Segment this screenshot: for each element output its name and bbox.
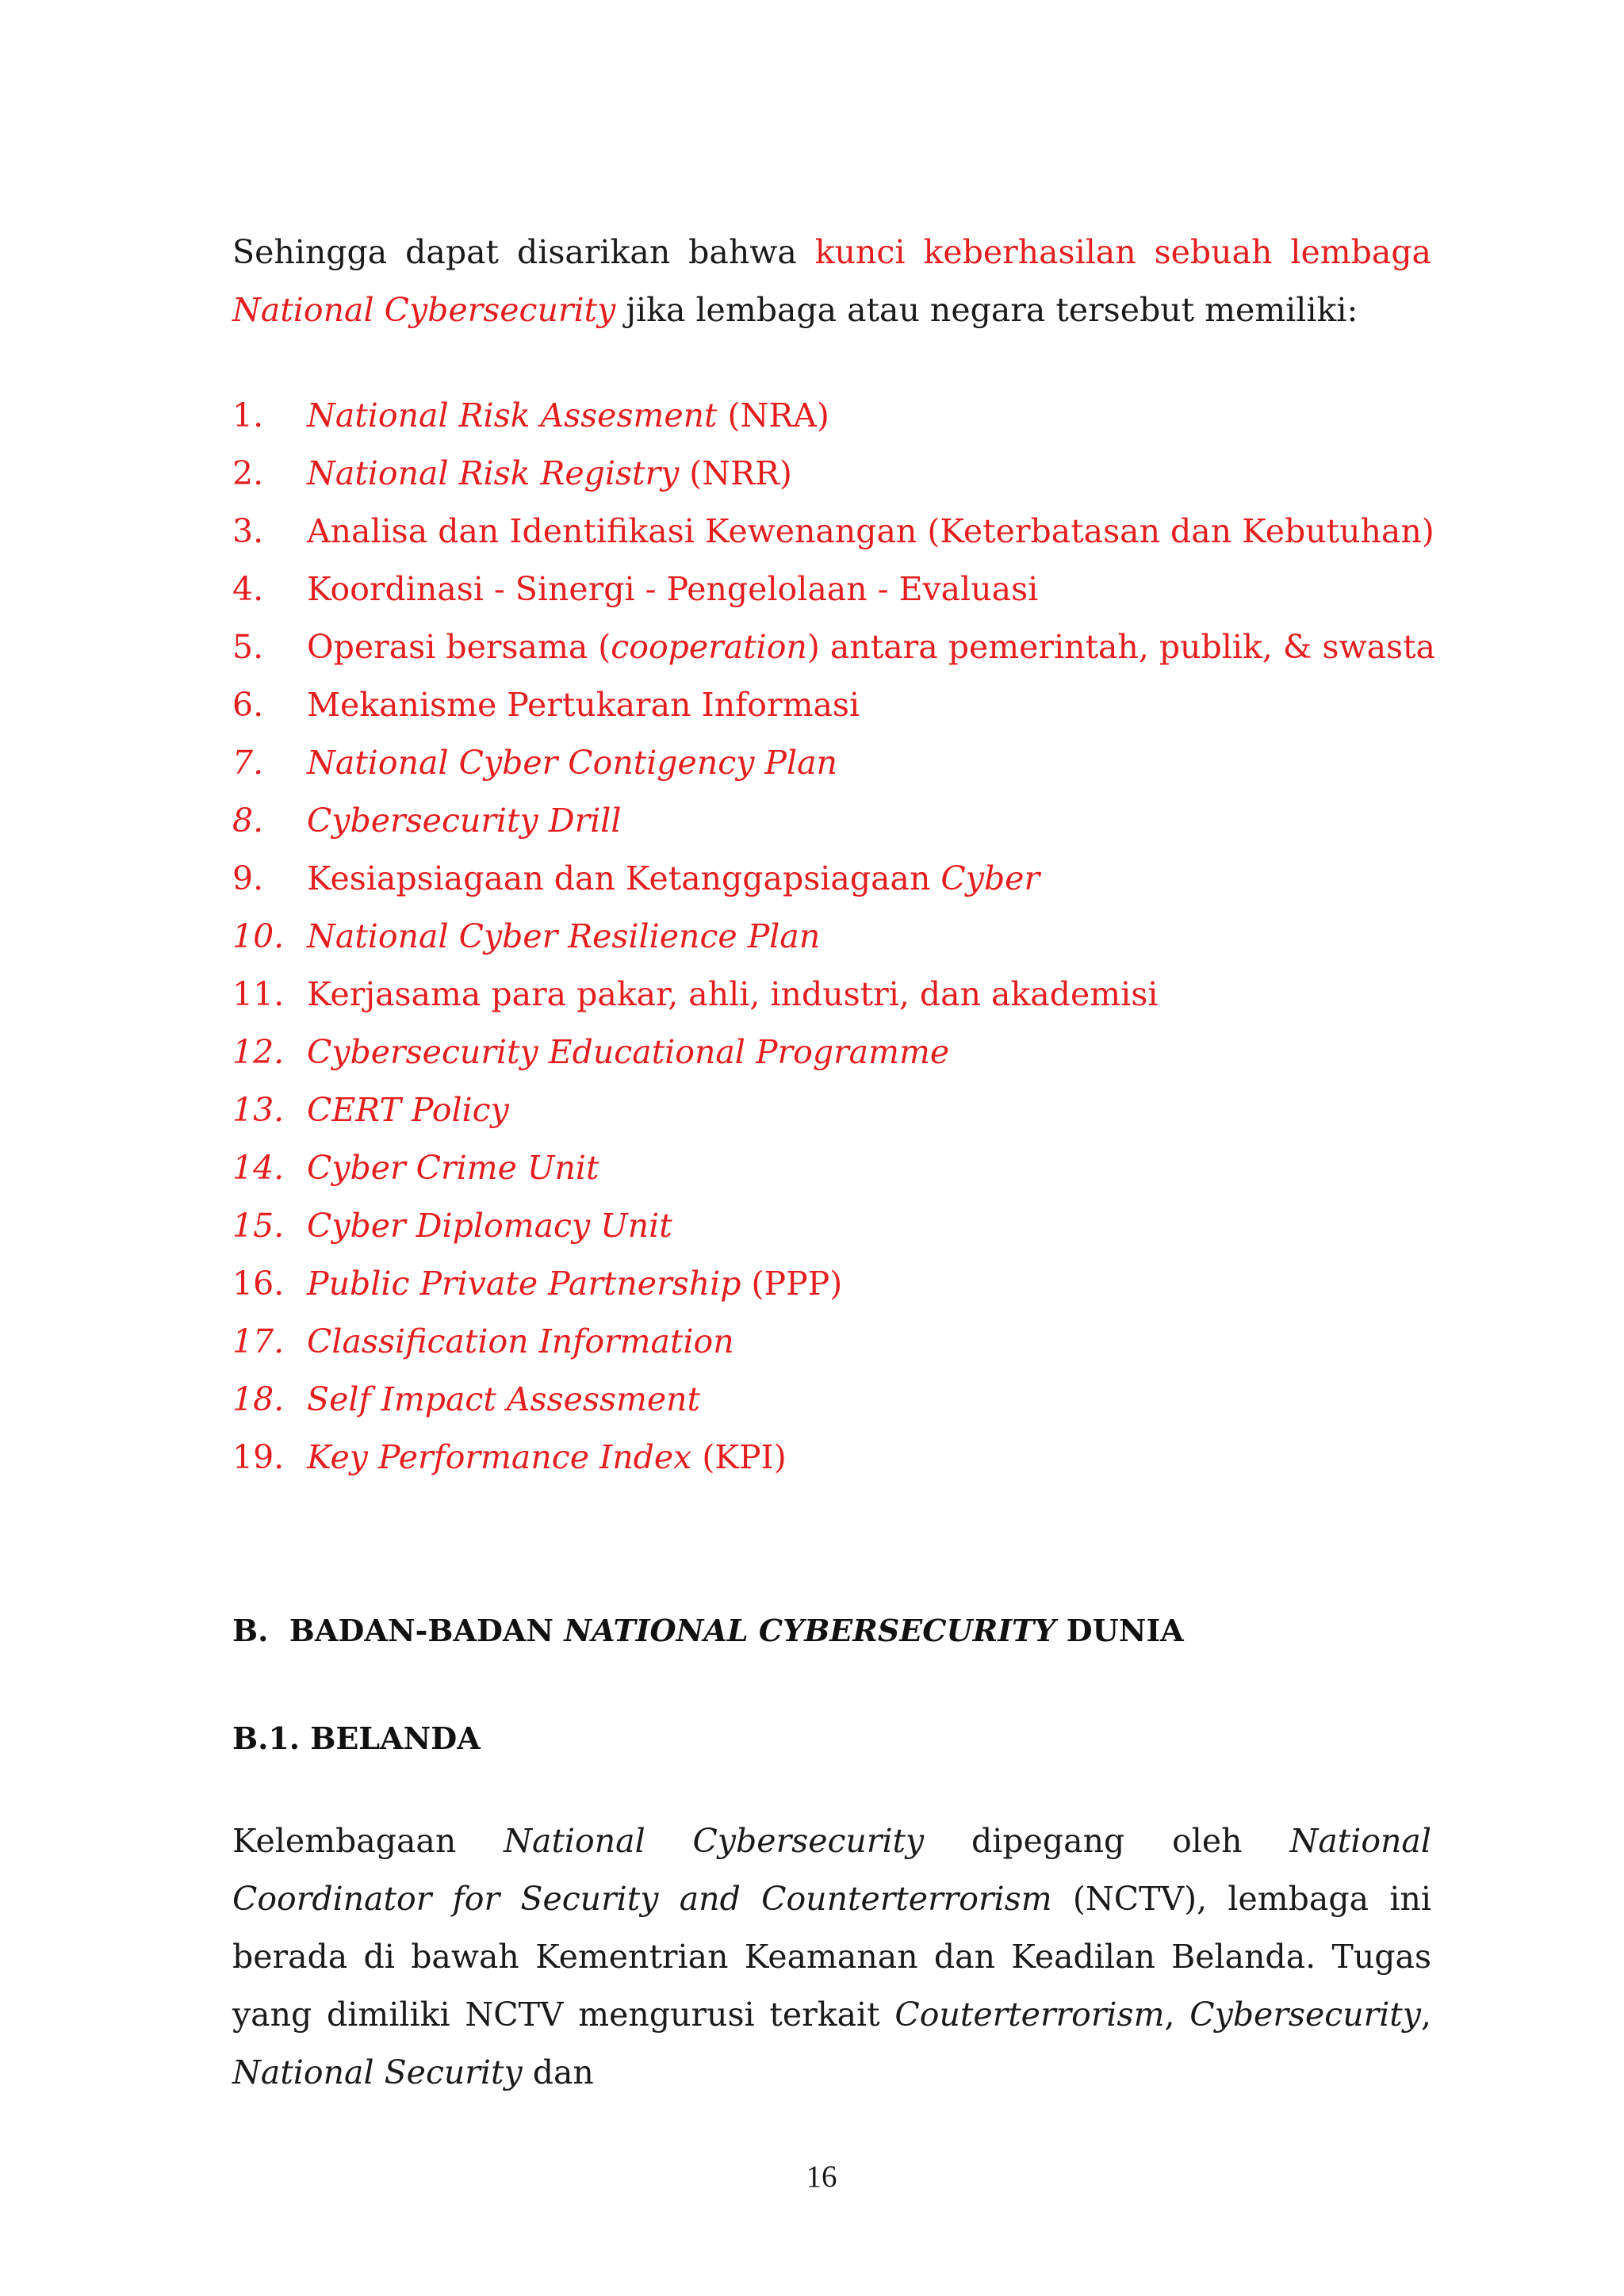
list-item: 3. Analisa dan Identifikasi Kewenangan (Keterbatasan dan Kebutuhan) [232, 512, 1434, 550]
success-factors-list [232, 387, 1435, 1487]
list-item: 10. National Cyber Resilience Plan [232, 917, 821, 955]
list-item: 12. Cybersecurity Educational Programme [232, 1033, 950, 1071]
intro-lead: Sehingga dapat disarikan bahwa [232, 233, 815, 271]
list-item: 19. Key Performance Index (KPI) [232, 1438, 787, 1476]
list-item: 1. National Risk Assesment (NRA) [232, 396, 829, 434]
list-item: 7. National Cyber Contigency Plan [232, 744, 837, 782]
list-item: 5. Operasi bersama (cooperation) antara pemerintah, publik, & swasta [232, 628, 1435, 666]
section-heading-b: B. BADAN-BADAN NATIONAL CYBERSECURITY DUNIA [232, 1613, 1184, 1648]
list-item: 6. Mekanisme Pertukaran Informasi [232, 686, 860, 724]
intro-tail: jika lembaga atau negara tersebut memiliki: [615, 291, 1358, 329]
list-item: 16. Public Private Partnership (PPP) [232, 1265, 843, 1303]
intro-term: National Cybersecurity [232, 291, 616, 329]
list-item: 8. Cybersecurity Drill [232, 802, 622, 840]
intro-paragraph [232, 224, 1431, 339]
list-item: 13. CERT Policy [232, 1091, 509, 1129]
list-item: 2. National Risk Registry (NRR) [232, 454, 792, 492]
list-item: 11. Kerjasama para pakar, ahli, industri, dan akademisi [232, 975, 1159, 1013]
list-item: 17. Classification Information [232, 1322, 734, 1360]
list-item: 9. Kesiapsiagaan dan Ketanggapsiagaan Cyber [232, 859, 1040, 897]
section-heading-b1: B.1. BELANDA [232, 1720, 481, 1756]
list-item: 15. Cyber Diplomacy Unit [232, 1207, 672, 1245]
list-item: 18. Self Impact Assessment [232, 1380, 700, 1418]
intro-key-phrase: kunci keberhasilan sebuah lembaga [814, 233, 1432, 271]
list-item: 14. Cyber Crime Unit [232, 1149, 599, 1187]
belanda-paragraph: Kelembagaan National Cybersecurity dipegang oleh National Coordinator for Security and Counterterrorism (NCTV), lembaga ini berada di bawah Kementrian Keamanan dan Keadilan Belanda. Tugas yang dimiliki NCTV mengurusi terkait Couterterrorism, Cybersecurity, National Security dan [232, 1822, 1431, 2091]
list-item: 4. Koordinasi - Sinergi - Pengelolaan - Evaluasi [232, 570, 1039, 608]
page-number: 16 [806, 2160, 837, 2194]
